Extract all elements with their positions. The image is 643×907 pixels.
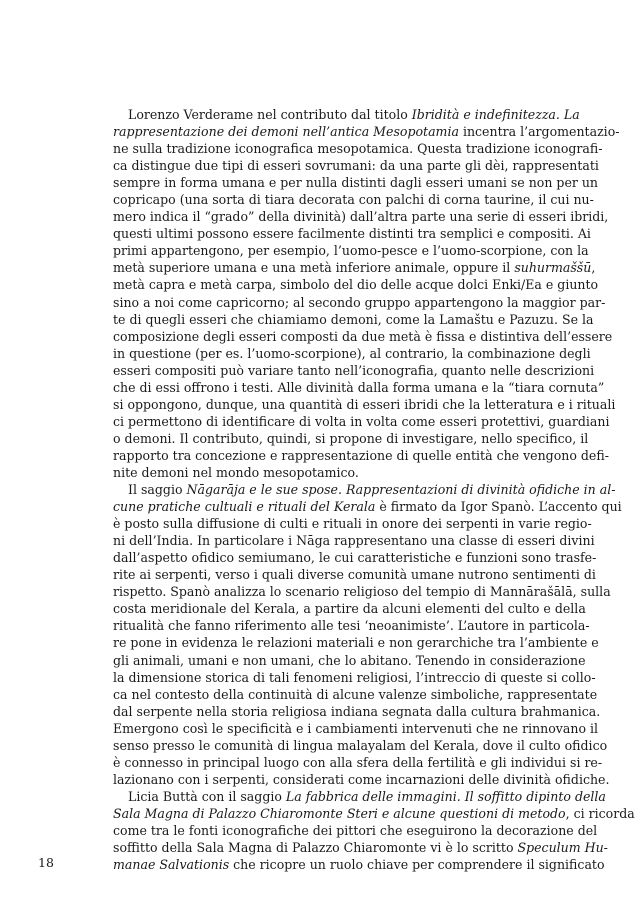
text-line: cune pratiche cultuali e rituali del Kerala è firmato da Igor Spanò. L’accento qui (113, 499, 622, 515)
text-line: primi appartengono, per esempio, l’uomo-pesce e l’uomo-scorpione, con la (113, 243, 589, 259)
text-line: ca distingue due tipi di esseri sovrumani: da una parte gli dèi, rappresentati (113, 158, 599, 174)
text-line: soffitto della Sala Magna di Palazzo Chiaromonte vi è lo scritto Speculum Hu- (113, 840, 608, 856)
text-line: manae Salvationis che ricopre un ruolo chiave per comprendere il significato (113, 857, 605, 873)
text-line: copricapo (una sorta di tiara decorata con palchi di corna taurine, il cui nu- (113, 192, 594, 208)
text-line: ca nel contesto della continuità di alcune valenze simboliche, rappresentate (113, 686, 598, 702)
text-line: sino a noi come capricorno; al secondo gruppo appartengono la maggior par- (113, 294, 606, 310)
text-line: sempre in forma umana e per nulla distinti dagli esseri umani se non per un (113, 175, 599, 191)
text-line: questi ultimi possono essere facilmente distinti tra semplici e compositi. Ai (113, 226, 591, 242)
text-line: esseri compositi può variare tanto nell’iconografia, quanto nelle descrizioni (113, 362, 595, 378)
text-line: Emergono così le specificità e i cambiamenti intervenuti che ne rinnovano il (113, 720, 599, 736)
text-line: è posto sulla diffusione di culti e rituali in onore dei serpenti in varie regio- (113, 516, 592, 532)
text-line: senso presso le comunità di lingua malayalam del Kerala, dove il culto ofidico (113, 737, 608, 753)
text-line: metà capra e metà carpa, simbolo del dio delle acque dolci Enki/Ea e giunto (113, 277, 599, 293)
text-line: come tra le fonti iconografiche dei pittori che eseguirono la decorazione del (113, 822, 598, 838)
text-line: ci permettono di identificare di volta in volta come esseri protettivi, guardiani (113, 413, 610, 429)
text-line: ni dell’India. In particolare i Nāga rappresentano una classe di esseri divini (113, 533, 595, 549)
page-number: 18 (38, 855, 54, 870)
text-line: la dimensione storica di tali fenomeni religiosi, l’intreccio di queste si collo- (113, 669, 596, 685)
text-line: o demoni. Il contributo, quindi, si propone di investigare, nello specifico, il (113, 430, 589, 446)
text-line: è connesso in principal luogo con alla sfera della fertilità e gli individui si re- (113, 754, 603, 770)
text-line: rapporto tra concezione e rappresentazione di quelle entità che vengono defi- (113, 447, 609, 463)
text-line: lazionano con i serpenti, considerati come incarnazioni delle divinità ofidiche. (113, 771, 610, 787)
text-line: ritualità che fanno riferimento alle tesi ‘neoanimiste’. L’autore in particola- (113, 618, 590, 634)
text-line: mero indica il “grado” della divinità) dall’altra parte una serie di esseri ibridi, (113, 209, 609, 225)
paragraph-verderame (113, 106, 620, 481)
text-line: rite ai serpenti, verso i quali diverse comunità umane nutrono sentimenti di (113, 567, 596, 583)
text-line: costa meridionale del Kerala, a partire da alcuni elementi del culto e della (113, 601, 586, 617)
text-line: composizione degli esseri composti da due metà è fissa e distintiva dell’essere (113, 328, 613, 344)
text-line: rappresentazione dei demoni nell’antica Mesopotamia incentra l’argomentazio- (113, 124, 620, 140)
text-line: che di essi offrono i testi. Alle divinità dalla forma umana e la “tiara cornuta” (113, 379, 605, 395)
text-line: metà superiore umana e una metà inferiore animale, oppure il suhurmaššū, (113, 260, 596, 276)
text-line: Licia Buttà con il saggio La fabbrica delle immagini. Il soffitto dipinto della (128, 788, 606, 804)
text-line: si oppongono, dunque, una quantità di esseri ibridi che la letteratura e i rituali (113, 396, 616, 412)
text-line: re pone in evidenza le relazioni materiali e non gerarchiche tra l’ambiente e (113, 635, 599, 651)
text-line: te di quegli esseri che chiamiamo demoni, come la Lamaštu e Pazuzu. Se la (113, 311, 594, 327)
paragraph-butta (113, 788, 635, 873)
text-line: dal serpente nella storia religiosa indiana segnata dalla cultura brahmanica. (113, 703, 601, 719)
text-line: Il saggio Nāgarāja e le sue spose. Rappresentazioni di divinità ofidiche in al- (128, 482, 616, 498)
text-line: gli animali, umani e non umani, che lo abitano. Tenendo in considerazione (113, 652, 586, 668)
text-line: dall’aspetto ofidico semiumano, le cui caratteristiche e funzioni sono trasfe- (113, 550, 597, 566)
body-text (113, 106, 635, 873)
text-line: ne sulla tradizione iconografica mesopotamica. Questa tradizione iconografi- (113, 141, 603, 157)
text-line: rispetto. Spanò analizza lo scenario religioso del tempio di Mannārašālā, sulla (113, 584, 611, 600)
text-line: nite demoni nel mondo mesopotamico. (113, 464, 359, 480)
text-line: Sala Magna di Palazzo Chiaromonte Steri e alcune questioni di metodo, ci ricorda (113, 805, 635, 821)
text-line: in questione (per es. l’uomo-scorpione), al contrario, la combinazione degli (113, 345, 591, 361)
paragraph-spano (113, 481, 622, 788)
text-line: Lorenzo Verderame nel contributo dal titolo Ibridità e indefinitezza. La (128, 107, 580, 122)
